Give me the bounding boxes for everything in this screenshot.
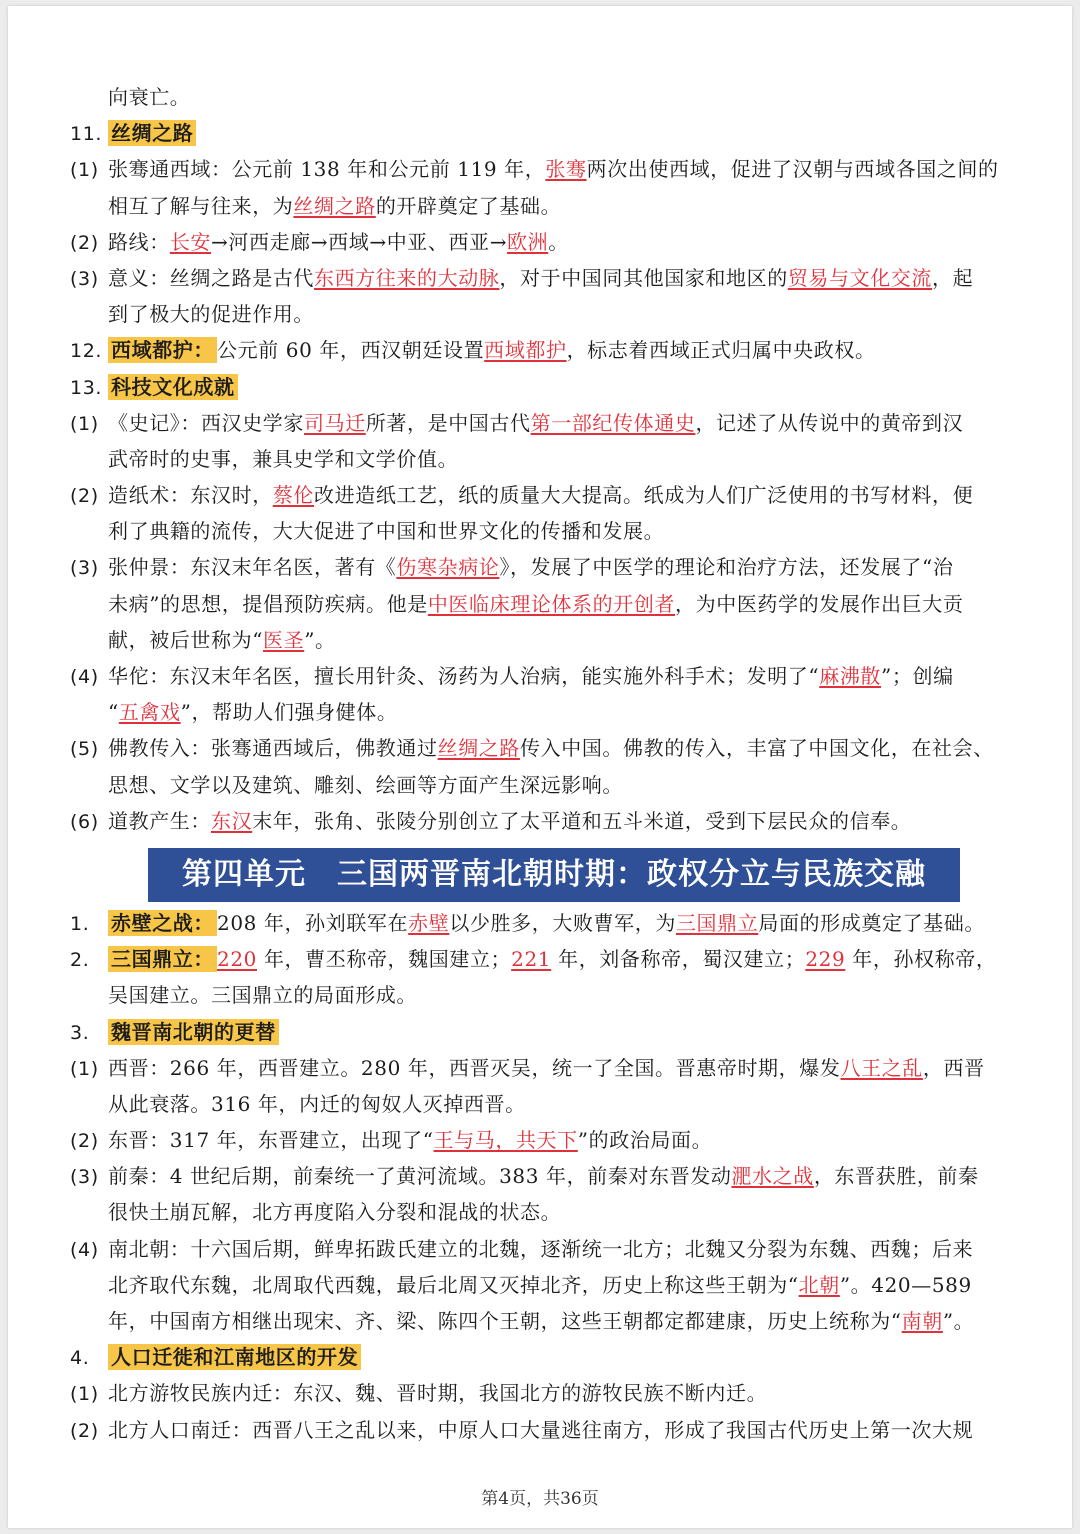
highlighted-heading: 科技文化成就 xyxy=(108,374,238,400)
line-text: ，记述了从传说中的黄帝到汉 xyxy=(695,410,964,435)
line-text: 路线： xyxy=(108,229,170,254)
text-line xyxy=(70,513,1020,549)
document-page xyxy=(8,6,1072,1528)
key-term: 丝绸之路 xyxy=(437,736,521,761)
text-line xyxy=(70,1412,1020,1448)
text-line xyxy=(70,1231,1020,1267)
line-text: “ xyxy=(108,700,119,725)
item-number: (1) xyxy=(70,1057,99,1080)
line-text: 到了极大的促进作用。 xyxy=(108,302,314,327)
line-text: 意义：丝绸之路是古代 xyxy=(108,265,314,290)
line-text: 造纸术：东汉时， xyxy=(108,483,273,508)
line-text: 未病”的思想，提倡预防疾病。他是 xyxy=(108,591,428,616)
text-line xyxy=(70,941,1020,977)
line-text: 前秦：4 世纪后期，前秦统一了黄河流域。383 年，前秦对东晋发动 xyxy=(108,1164,732,1189)
line-text: ”；创编 xyxy=(881,664,954,688)
text-line xyxy=(70,1194,1020,1230)
item-number: (3) xyxy=(70,557,99,580)
text-line xyxy=(70,803,1020,839)
key-term: 北朝 xyxy=(798,1272,840,1297)
text-line xyxy=(70,296,1020,332)
key-term: 蔡伦 xyxy=(272,483,315,508)
text-line xyxy=(70,977,1020,1013)
text-line xyxy=(70,260,1020,296)
unit-title-banner: 第四单元 三国两晋南北朝时期：政权分立与民族交融 xyxy=(148,848,960,902)
highlighted-heading: 人口迁徙和江南地区的开发 xyxy=(108,1344,361,1370)
item-number: (3) xyxy=(70,1166,99,1189)
line-text: 年，中国南方相继出现宋、齐、梁、陈四个王朝，这些王朝都定都建康，历史上统称为“ xyxy=(108,1309,902,1333)
text-line xyxy=(70,1158,1020,1194)
key-term: 赤壁 xyxy=(408,910,450,935)
line-text: ，标志着西域正式归属中央政权。 xyxy=(566,338,876,363)
line-text: 以少胜多，大败曹军，为 xyxy=(449,910,676,935)
line-text: 局面的形成奠定了基础。 xyxy=(758,910,985,935)
item-number: (1) xyxy=(70,1383,99,1406)
item-number: 2. xyxy=(70,949,90,972)
item-number: (2) xyxy=(70,1130,99,1153)
item-number: 11. xyxy=(70,123,103,146)
line-text: ，西晋 xyxy=(922,1055,985,1080)
key-term: 麻沸散 xyxy=(819,664,882,688)
line-text: →河西走廊→西域→中亚、西亚→ xyxy=(211,229,508,254)
line-text: 公元前 60 年，西汉朝廷设置 xyxy=(217,338,485,363)
text-line xyxy=(70,658,1020,694)
line-text: ，为中医药学的发展作出巨大贡 xyxy=(675,591,964,616)
line-text: 向衰亡。 xyxy=(108,85,191,109)
page-content xyxy=(70,79,1020,1448)
key-term: 221 xyxy=(511,947,552,972)
unit-banner-row xyxy=(70,839,1020,905)
text-line xyxy=(70,730,1020,766)
text-line xyxy=(70,151,1020,187)
line-text: ，起 xyxy=(932,265,974,290)
line-text: 年，刘备称帝，蜀汉建立； xyxy=(551,947,806,972)
line-text: 张骞通西域：公元前 138 年和公元前 119 年， xyxy=(108,157,546,182)
line-text: 》，发展了中医学的理论和治疗方法，还发展了“治 xyxy=(499,555,954,580)
line-text: 张仲景：东汉末年名医，著有《 xyxy=(108,555,397,580)
key-term: 229 xyxy=(805,947,846,972)
line-text: 利了典籍的流传，大大促进了中国和世界文化的传播和发展。 xyxy=(108,519,665,544)
line-text: 年，孙权称帝， xyxy=(845,947,997,972)
highlighted-heading: 赤壁之战： xyxy=(108,910,217,936)
line-text: ”。420—589 xyxy=(839,1272,972,1297)
line-text: 吴国建立。三国鼎立的局面形成。 xyxy=(108,983,417,1008)
key-term: 丝绸之路 xyxy=(293,193,376,218)
text-line xyxy=(70,79,1020,115)
item-number: (2) xyxy=(70,231,99,254)
line-text: 两次出使西域，促进了汉朝与西域各国之间的 xyxy=(586,157,999,182)
text-line xyxy=(70,188,1020,224)
text-line xyxy=(70,1375,1020,1411)
text-line xyxy=(70,1267,1020,1303)
key-term: 贸易与文化交流 xyxy=(787,265,933,290)
key-term: 东汉 xyxy=(211,808,253,833)
line-text: 北齐取代东魏，北周取代西魏，最后北周又灭掉北齐，历史上称这些王朝为“ xyxy=(108,1272,799,1297)
text-line xyxy=(70,115,1020,151)
line-text: 武帝时的史事，兼具史学和文学价值。 xyxy=(108,446,459,471)
text-line xyxy=(70,1050,1020,1086)
line-text: 佛教传入：张骞通西域后，佛教通过 xyxy=(108,736,438,761)
key-term: 长安 xyxy=(169,229,212,254)
key-term: 五禽戏 xyxy=(118,700,181,725)
key-term: 第一部纪传体通史 xyxy=(530,410,696,435)
key-term: 王与马，共天下 xyxy=(433,1128,578,1153)
line-text: 道教产生： xyxy=(108,808,211,833)
line-text: 献，被后世称为“ xyxy=(108,627,264,652)
text-line xyxy=(70,1014,1020,1050)
line-text: ，东晋获胜，前秦 xyxy=(813,1164,979,1189)
key-term: 东西方往来的大动脉 xyxy=(314,265,500,290)
line-text: 南北朝：十六国后期，鲜卑拓跋氏建立的北魏，逐渐统一北方；北魏又分裂为东魏、西魏；后来 xyxy=(108,1236,974,1261)
item-number: (2) xyxy=(70,1419,99,1442)
text-line xyxy=(70,586,1020,622)
key-term: 淝水之战 xyxy=(731,1164,814,1189)
text-line xyxy=(70,1122,1020,1158)
line-text: 所著，是中国古代 xyxy=(365,410,531,435)
highlighted-heading: 丝绸之路 xyxy=(108,120,196,146)
key-term: 张骞 xyxy=(545,157,587,182)
key-term: 医圣 xyxy=(263,627,305,652)
item-number: (1) xyxy=(70,159,99,182)
text-line xyxy=(70,477,1020,513)
item-number: 3. xyxy=(70,1021,90,1044)
key-term: 中医临床理论体系的开创者 xyxy=(427,591,676,616)
key-term: 司马迁 xyxy=(304,410,366,435)
text-line xyxy=(70,441,1020,477)
line-text: 思想、文学以及建筑、雕刻、绘画等方面产生深远影响。 xyxy=(108,772,623,797)
line-text: 相互了解与往来，为 xyxy=(108,193,294,218)
line-text: 传入中国。佛教的传入，丰富了中国文化，在社会、 xyxy=(520,736,994,761)
item-number: (2) xyxy=(70,485,99,508)
key-term: 西域都护 xyxy=(484,338,567,363)
line-text: 的开辟奠定了基础。 xyxy=(375,193,562,218)
line-text: 末年，张角、张陵分别创立了太平道和五斗米道，受到下层民众的信奉。 xyxy=(252,808,912,833)
highlighted-heading: 魏晋南北朝的更替 xyxy=(108,1019,279,1045)
key-term: 南朝 xyxy=(901,1309,943,1333)
line-text: 从此衰落。316 年，内迁的匈奴人灭掉西晋。 xyxy=(108,1091,526,1116)
line-text: 北方人口南迁：西晋八王之乱以来，中原人口大量逃往南方，形成了我国古代历史上第一次大规 xyxy=(108,1417,974,1442)
item-number: (4) xyxy=(70,666,99,688)
line-text: 东晋：317 年，东晋建立，出现了“ xyxy=(108,1128,434,1153)
text-line xyxy=(70,1339,1020,1375)
text-line xyxy=(70,405,1020,441)
line-text: ”。 xyxy=(304,627,336,652)
line-text: 。 xyxy=(548,229,569,254)
item-number: 4. xyxy=(70,1347,90,1370)
line-text: 北方游牧民族内迁：东汉、魏、晋时期，我国北方的游牧民族不断内迁。 xyxy=(108,1381,768,1406)
line-text: ，对于中国同其他国家和地区的 xyxy=(499,265,788,290)
item-number: 1. xyxy=(70,912,90,935)
text-line xyxy=(70,1086,1020,1122)
line-text: 改进造纸工艺，纸的质量大大提高。纸成为人们广泛使用的书写材料，便 xyxy=(314,483,974,508)
highlighted-heading: 西域都护： xyxy=(108,337,217,363)
item-number: 12. xyxy=(70,340,103,363)
page-footer: 第4页，共36页 xyxy=(481,1489,599,1509)
item-number: (6) xyxy=(70,810,99,833)
item-number: (5) xyxy=(70,738,99,761)
text-line xyxy=(70,224,1020,260)
item-number: 13. xyxy=(70,376,103,399)
line-text: 年，曹丕称帝，魏国建立； xyxy=(256,947,512,972)
line-text: 西晋：266 年，西晋建立。280 年，西晋灭吴，统一了全国。晋惠帝时期，爆发 xyxy=(108,1055,841,1080)
text-line xyxy=(70,549,1020,585)
item-number: (3) xyxy=(70,267,99,290)
text-line xyxy=(70,1303,1020,1339)
key-term: 八王之乱 xyxy=(840,1055,923,1080)
key-term: 欧洲 xyxy=(507,229,549,254)
line-text: 华佗：东汉末年名医，擅长用针灸、汤药为人治病，能实施外科手术；发明了“ xyxy=(108,664,820,688)
text-line xyxy=(70,694,1020,730)
text-line xyxy=(70,332,1020,368)
line-text: ”，帮助人们强身健体。 xyxy=(180,700,398,725)
key-term: 伤寒杂病论 xyxy=(396,555,500,580)
text-line xyxy=(70,767,1020,803)
text-line xyxy=(70,369,1020,405)
key-term: 三国鼎立 xyxy=(675,910,759,935)
line-text: 《史记》：西汉史学家 xyxy=(108,410,304,435)
highlighted-heading: 三国鼎立： xyxy=(108,946,217,972)
key-term: 220 xyxy=(217,947,257,972)
text-line xyxy=(70,905,1020,941)
line-text: 208 年，孙刘联军在 xyxy=(217,910,409,935)
line-text: ”的政治局面。 xyxy=(577,1128,713,1153)
line-text: ”。 xyxy=(942,1309,975,1333)
line-text: 很快土崩瓦解，北方再度陷入分裂和混战的状态。 xyxy=(108,1200,562,1225)
text-line xyxy=(70,622,1020,658)
item-number: (1) xyxy=(70,412,99,435)
item-number: (4) xyxy=(70,1238,99,1261)
